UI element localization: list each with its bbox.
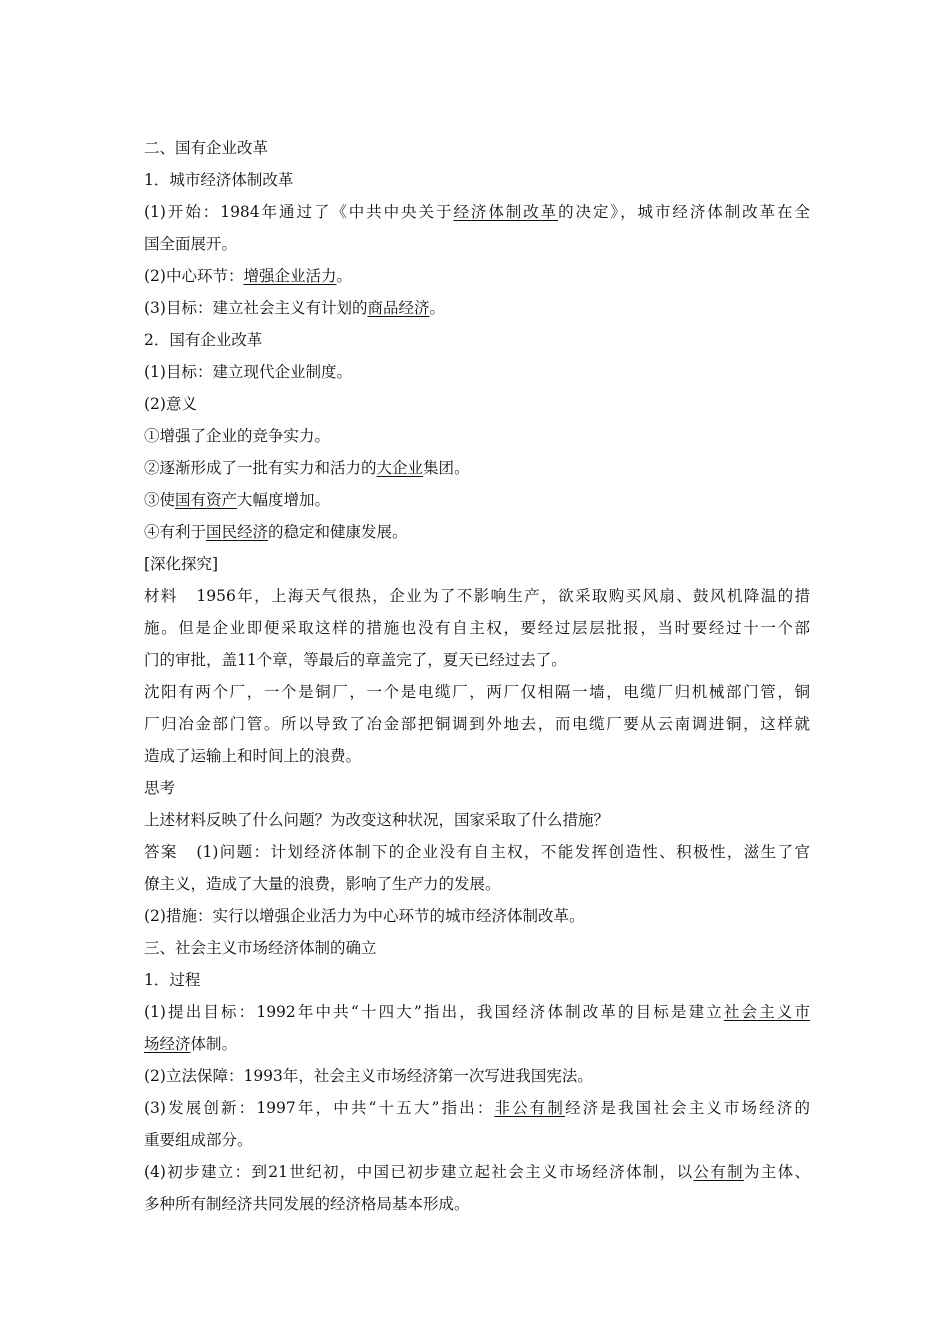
text-segment: 。	[429, 299, 445, 317]
text-segment: (1)提出目标：1992年中共“十四大”指出，我国经济体制改革的目标是建立	[144, 1003, 724, 1021]
text-segment: 重要组成部分。	[144, 1131, 253, 1149]
text-line	[144, 708, 810, 740]
text-line	[144, 164, 810, 196]
text-line	[144, 676, 810, 708]
text-segment: 体制。	[190, 1035, 238, 1053]
text-line	[144, 516, 810, 548]
text-segment: 为主体、	[743, 1163, 810, 1181]
text-segment: 国全面展开。	[144, 235, 238, 253]
text-segment: ②逐渐形成了一批有实力和活力的	[144, 459, 377, 477]
text-line	[144, 836, 810, 868]
text-line	[144, 260, 810, 292]
text-line	[144, 1092, 810, 1124]
text-segment: ③使	[144, 491, 176, 509]
text-segment: (1)开始：1984年通过了《中共中央关于	[144, 203, 454, 221]
text-line	[144, 612, 810, 644]
text-line	[144, 1060, 810, 1092]
text-line	[144, 996, 810, 1028]
document-body	[144, 132, 810, 1220]
text-segment: 2．国有企业改革	[144, 331, 263, 349]
text-line	[144, 356, 810, 388]
text-segment: 沈阳有两个厂，一个是铜厂，一个是电缆厂，两厂仅相隔一墙，电缆厂归机械部门管，铜	[144, 683, 810, 701]
text-segment: 集团。	[423, 459, 470, 477]
text-line	[144, 932, 810, 964]
text-segment: 思考	[144, 779, 176, 797]
text-segment: (1)问题：计划经济体制下的企业没有自主权，不能发挥创造性、积极性，滋生了官	[196, 843, 810, 861]
underlined-keyword: 国民经济	[206, 523, 269, 541]
text-segment: 多种所有制经济共同发展的经济格局基本形成。	[144, 1195, 470, 1213]
text-segment: 1956年，上海天气很热，企业为了不影响生产，欲采取购买风扇、鼓风机降温的措	[196, 587, 810, 605]
underlined-keyword: 场经济	[144, 1035, 191, 1053]
text-line	[144, 772, 810, 804]
text-line	[144, 196, 810, 228]
text-segment: 材料	[144, 587, 178, 605]
text-segment: 的决定》，城市经济体制改革在全	[558, 203, 810, 221]
text-line	[144, 452, 810, 484]
text-line	[144, 132, 810, 164]
text-line	[144, 1028, 810, 1060]
text-line	[144, 388, 810, 420]
text-line	[144, 804, 810, 836]
underlined-keyword: 国有资产	[175, 491, 238, 509]
text-segment: 僚主义，造成了大量的浪费，影响了生产力的发展。	[144, 875, 501, 893]
text-segment: ①增强了企业的竞争实力。	[144, 427, 331, 445]
text-line	[144, 420, 810, 452]
text-line	[144, 964, 810, 996]
text-segment: (3)发展创新：1997年，中共“十五大”指出：	[144, 1099, 495, 1117]
underlined-keyword: 非公有制	[494, 1099, 566, 1117]
text-segment: 1．城市经济体制改革	[144, 171, 294, 189]
text-segment: (2)意义	[144, 395, 197, 413]
text-segment: (3)目标：建立社会主义有计划的	[144, 299, 368, 317]
text-line	[144, 580, 810, 612]
text-segment: 门的审批，盖11个章，等最后的章盖完了，夏天已经过去了。	[144, 651, 567, 669]
text-segment: 厂归冶金部门管。所以导致了冶金部把铜调到外地去，而电缆厂要从云南调进铜，这样就	[144, 715, 810, 733]
text-segment: 二、国有企业改革	[144, 139, 269, 157]
text-segment: 答案	[144, 843, 178, 861]
text-segment: 。	[336, 267, 352, 285]
text-segment: (1)目标：建立现代企业制度。	[144, 363, 352, 381]
underlined-keyword: 经济体制改革	[453, 203, 559, 221]
text-segment: [深化探究]	[144, 555, 219, 573]
text-segment: (2)措施：实行以增强企业活力为中心环节的城市经济体制改革。	[144, 907, 585, 925]
underlined-keyword: 商品经济	[367, 299, 430, 317]
text-segment: 1．过程	[144, 971, 201, 989]
text-line	[144, 324, 810, 356]
text-segment: 造成了运输上和时间上的浪费。	[144, 747, 362, 765]
text-segment: 的稳定和健康发展。	[268, 523, 408, 541]
text-line	[144, 644, 810, 676]
text-line	[144, 900, 810, 932]
text-line	[144, 1188, 810, 1220]
text-segment: ④有利于	[144, 523, 207, 541]
text-line	[144, 548, 810, 580]
text-segment: (2)立法保障：1993年，社会主义市场经济第一次写进我国宪法。	[144, 1067, 593, 1085]
text-segment: 大幅度增加。	[237, 491, 331, 509]
underlined-keyword: 社会主义市	[723, 1003, 810, 1021]
text-line	[144, 868, 810, 900]
underlined-keyword: 公有制	[693, 1163, 744, 1181]
text-segment: 施。但是企业即便采取这样的措施也没有自主权，要经过层层批报，当时要经过十一个部	[144, 619, 810, 637]
text-segment: 经济是我国社会主义市场经济的	[565, 1099, 810, 1117]
text-line	[144, 228, 810, 260]
text-line	[144, 484, 810, 516]
text-line	[144, 740, 810, 772]
text-segment: 三、社会主义市场经济体制的确立	[144, 939, 377, 957]
text-line	[144, 1124, 810, 1156]
underlined-keyword: 增强企业活力	[243, 267, 337, 285]
text-segment: 上述材料反映了什么问题？为改变这种状况，国家采取了什么措施？	[144, 811, 610, 829]
text-segment: (4)初步建立：到21世纪初，中国已初步建立起社会主义市场经济体制，以	[144, 1163, 694, 1181]
text-line	[144, 292, 810, 324]
text-line	[144, 1156, 810, 1188]
text-segment: (2)中心环节：	[144, 267, 244, 285]
underlined-keyword: 大企业	[376, 459, 424, 477]
